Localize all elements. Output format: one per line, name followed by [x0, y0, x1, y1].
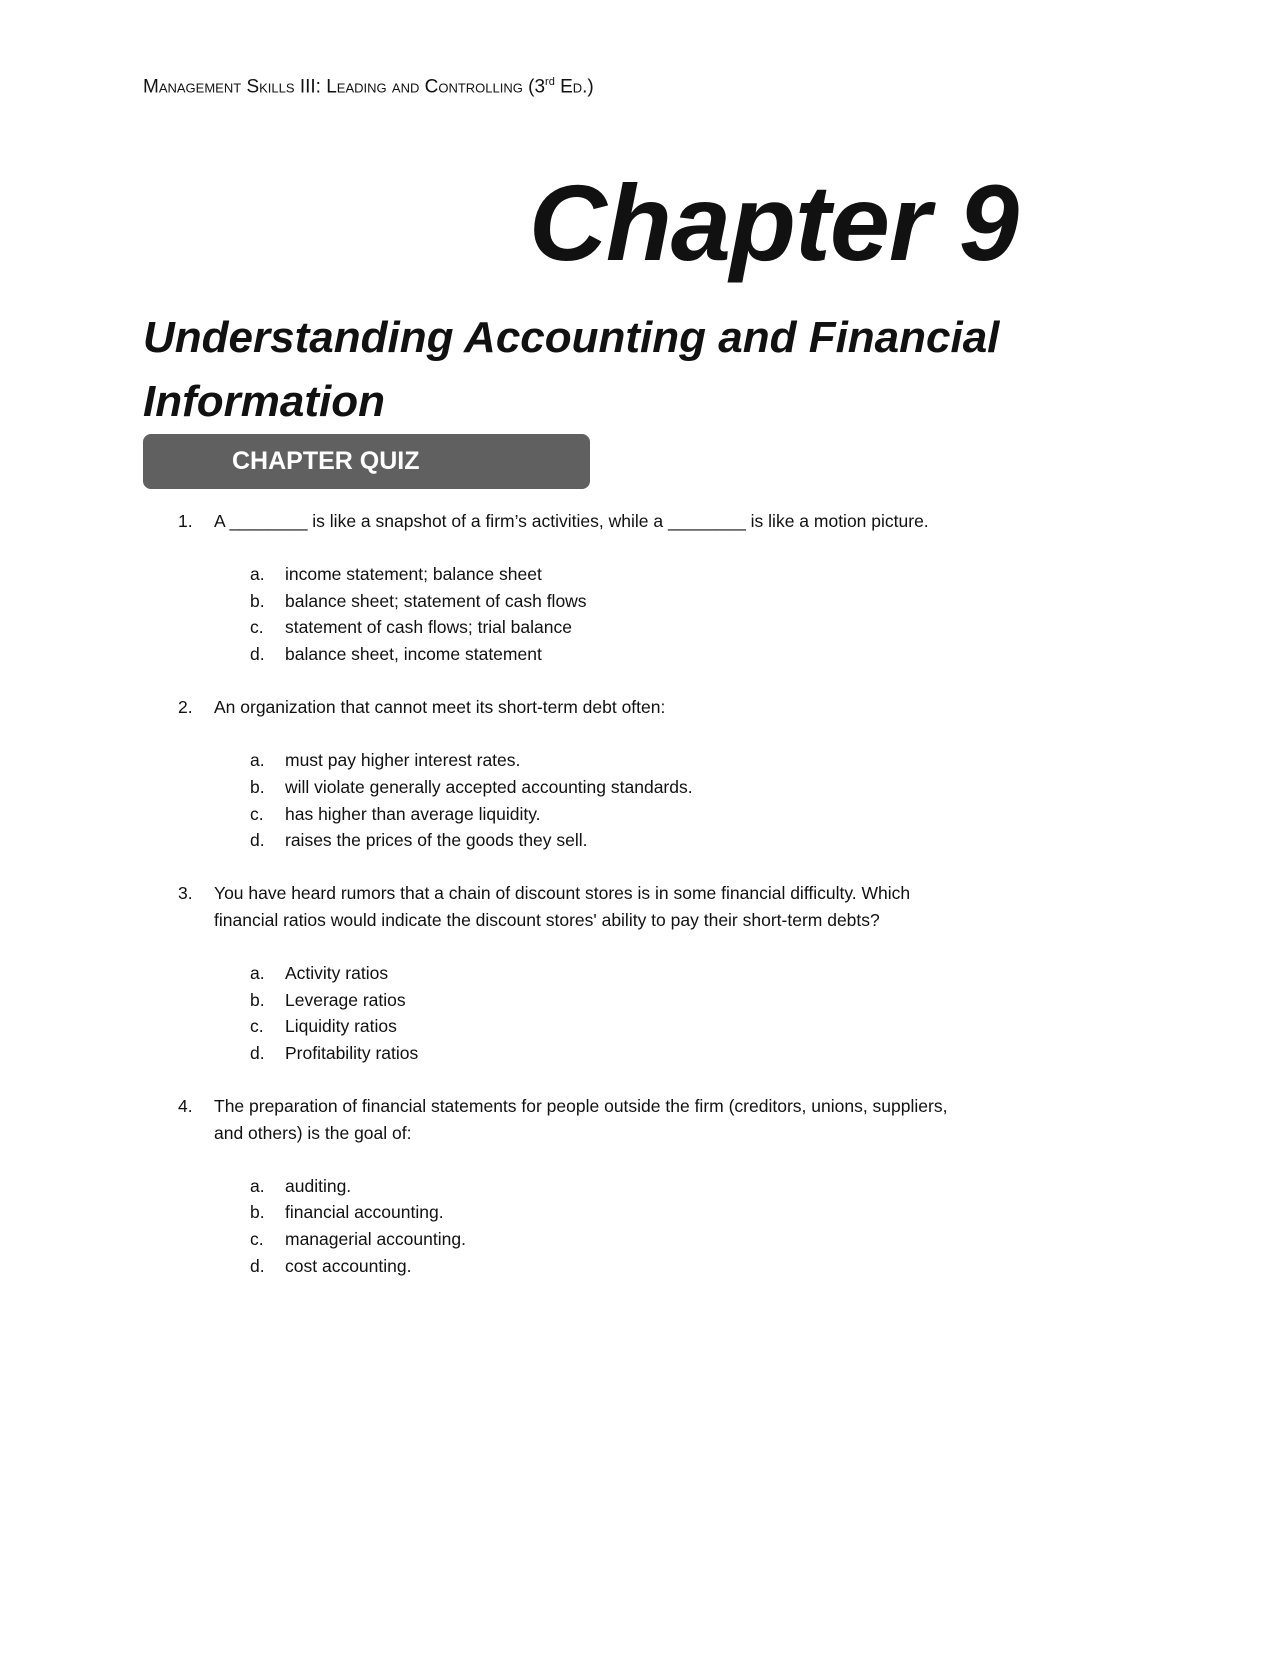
- chapter-subtitle: Understanding Accounting and Financial Information: [143, 313, 1000, 426]
- option-letter: a.: [250, 963, 265, 984]
- option-text: must pay higher interest rates.: [285, 750, 521, 771]
- chapter-quiz-banner: [143, 434, 590, 489]
- answer-option: [0, 588, 1280, 615]
- answer-option: [0, 561, 1280, 588]
- quiz-question: [0, 694, 1280, 721]
- question-text: A ________ is like a snapshot of a firm’s activities, while a ________ is like a motion picture.: [214, 511, 929, 531]
- answer-option: [0, 1013, 1280, 1040]
- question-text: and others) is the goal of:: [214, 1122, 412, 1143]
- answer-option: [0, 827, 1280, 854]
- question-text: You have heard rumors that a chain of discount stores is in some financial difficulty. Which: [214, 883, 911, 904]
- option-text: managerial accounting.: [285, 1229, 466, 1250]
- option-text: will violate generally accepted accounting standards.: [285, 776, 693, 797]
- question-number: 4.: [178, 1096, 193, 1117]
- quiz-question: [0, 508, 1280, 535]
- answer-option: [0, 1173, 1280, 1200]
- answer-option: [0, 1226, 1280, 1253]
- answer-option: [0, 774, 1280, 801]
- answer-option: [0, 987, 1280, 1014]
- option-letter: a.: [250, 750, 265, 771]
- option-letter: b.: [250, 776, 265, 797]
- option-letter: b.: [250, 590, 265, 611]
- answer-options: [0, 747, 1280, 853]
- option-text: Activity ratios: [285, 963, 389, 984]
- answer-options: [0, 561, 1280, 667]
- header-superscript: rd: [545, 76, 555, 88]
- answer-option: [0, 960, 1280, 987]
- option-letter: a.: [250, 564, 265, 585]
- option-text: balance sheet; statement of cash flows: [285, 590, 587, 611]
- answer-option: [0, 747, 1280, 774]
- quiz-question: [0, 880, 1280, 933]
- answer-option: [0, 614, 1280, 641]
- option-letter: d.: [250, 1042, 265, 1063]
- quiz-list: [0, 508, 1280, 1306]
- option-letter: d.: [250, 830, 265, 851]
- option-text: Liquidity ratios: [285, 1016, 397, 1037]
- question-text: financial ratios would indicate the discount stores' ability to pay their short-term debts?: [214, 909, 880, 930]
- option-text: statement of cash flows; trial balance: [285, 617, 572, 638]
- option-text: auditing.: [285, 1175, 352, 1196]
- banner-label: CHAPTER QUIZ: [232, 447, 420, 475]
- option-letter: d.: [250, 643, 265, 664]
- option-letter: c.: [250, 617, 264, 638]
- option-text: income statement; balance sheet: [285, 564, 542, 585]
- question-text: The preparation of financial statements for people outside the firm (creditors, unions, suppliers,: [214, 1096, 948, 1117]
- option-text: Profitability ratios: [285, 1042, 419, 1063]
- header-tail: Ed.): [554, 76, 594, 98]
- question-number: 1.: [178, 511, 193, 531]
- quiz-question: [0, 1093, 1280, 1146]
- running-header: [143, 76, 594, 98]
- option-text: cost accounting.: [285, 1255, 412, 1276]
- answer-options: [0, 1173, 1280, 1279]
- answer-option: [0, 1199, 1280, 1226]
- question-number: 3.: [178, 883, 193, 904]
- question-number: 2.: [178, 697, 193, 718]
- option-text: Leverage ratios: [285, 989, 406, 1010]
- option-text: balance sheet, income statement: [285, 643, 542, 664]
- option-letter: a.: [250, 1175, 265, 1196]
- option-letter: b.: [250, 989, 265, 1010]
- option-text: raises the prices of the goods they sell.: [285, 830, 588, 851]
- header-title: Management Skills III: Leading and Controlling (3: [143, 76, 546, 98]
- answer-options: [0, 960, 1280, 1066]
- question-text: An organization that cannot meet its short-term debt often:: [214, 697, 666, 718]
- answer-option: [0, 641, 1280, 668]
- answer-option: [0, 801, 1280, 828]
- option-letter: d.: [250, 1255, 265, 1276]
- chapter-title: Chapter 9: [528, 162, 1018, 283]
- option-letter: c.: [250, 803, 264, 824]
- option-text: has higher than average liquidity.: [285, 803, 541, 824]
- option-letter: c.: [250, 1229, 264, 1250]
- option-letter: b.: [250, 1202, 265, 1223]
- answer-option: [0, 1253, 1280, 1280]
- answer-option: [0, 1040, 1280, 1067]
- option-text: financial accounting.: [285, 1202, 444, 1223]
- option-letter: c.: [250, 1016, 264, 1037]
